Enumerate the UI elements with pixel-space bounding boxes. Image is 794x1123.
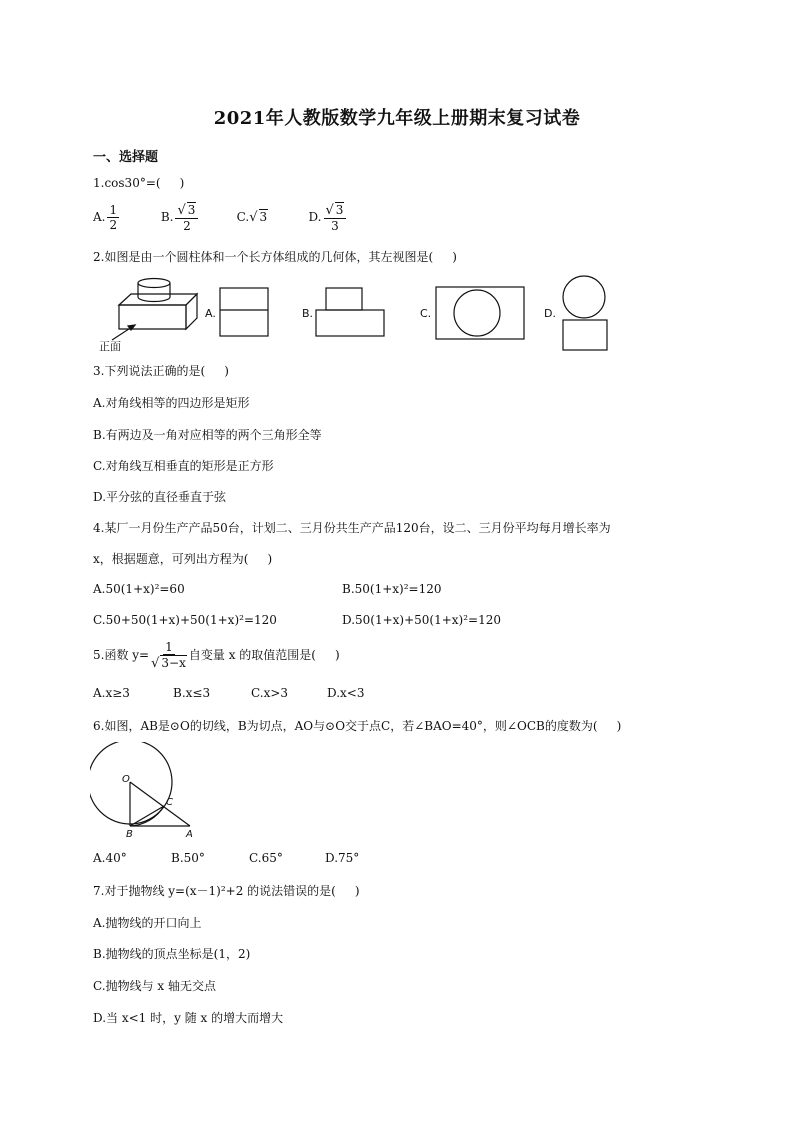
option-a: A.x≥3 [93, 686, 130, 700]
label-a: A [186, 829, 193, 838]
option-d-figure [563, 276, 607, 350]
question-2-figures [93, 272, 633, 354]
question-4-stem-line2: x，根据题意，可列出方程为( ) [93, 552, 273, 566]
question-3-option-d: D.平分弦的直径垂直于弦 [93, 490, 227, 504]
question-7-stem: 7.对于抛物线 y=(x－1)²+2 的说法错误的是( ) [93, 884, 360, 898]
label-o: O [122, 774, 130, 785]
option-d-label: D. [544, 307, 556, 320]
option-b: B. $\frac{√ 3}{2}$ [161, 202, 233, 233]
option-a-label: A. [205, 307, 216, 320]
option-c-label: C. [420, 307, 432, 320]
question-7-option-c: C.抛物线与 x 轴无交点 [93, 979, 216, 993]
question-1-stem: 1.cos30°=( ) [93, 176, 185, 190]
question-4-option-b: B.50(1+x)²=120 [342, 582, 442, 596]
question-6-figure [90, 742, 200, 838]
option-b: B.x≤3 [173, 686, 211, 700]
question-3-option-a: A.对角线相等的四边形是矩形 [93, 396, 250, 410]
question-4-option-d: D.50(1+x)+50(1+x)²=120 [342, 613, 502, 627]
option-a-figure [220, 288, 268, 336]
option-b: B.50° [171, 851, 205, 865]
option-b-label: B. [302, 307, 314, 320]
option-a: A. $\frac{1}{2}$ [93, 203, 118, 232]
question-6-stem: 6.如图，AB是⊙O的切线，B为切点，AO与⊙O交于点C，若∠BAO=40°，则∠OCB的度数为( ) [93, 719, 622, 733]
option-d: D. $\frac{√ 3}{3}$ [308, 202, 348, 233]
question-3-option-c: C.对角线互相垂直的矩形是正方形 [93, 459, 274, 473]
label-b: B [126, 829, 133, 838]
circle-tangent-diagram [90, 742, 190, 826]
page-title: 2021年人教版数学九年级上册期末复习试卷 [213, 108, 581, 129]
option-c-figure [436, 287, 524, 339]
option-c: C.65° [249, 851, 283, 865]
front-label: 正面 [99, 340, 121, 353]
solid-figure [112, 279, 197, 341]
option-c: C.x>3 [251, 686, 289, 700]
question-6-options [93, 851, 359, 865]
question-4-option-a: A.50(1+x)²=60 [93, 582, 185, 596]
question-3-stem: 3.下列说法正确的是( ) [93, 364, 229, 378]
question-4-stem-line1: 4.某厂一月份生产产品50台，计划二、三月份共生产产品120台，设二、三月份平均每月增长率为 [93, 521, 611, 535]
question-2-stem: 2.如图是由一个圆柱体和一个长方体组成的几何体，其左视图是( ) [93, 250, 457, 264]
question-3-option-b: B.有两边及一角对应相等的两个三角形全等 [93, 428, 322, 442]
question-5-options [93, 686, 364, 700]
option-d: D.75° [325, 851, 360, 865]
option-c: C.√ 3 [236, 210, 268, 225]
question-7-option-b: B.抛物线的顶点坐标是(1，2) [93, 947, 251, 961]
question-4-option-c: C.50+50(1+x)+50(1+x)²=120 [93, 613, 277, 627]
question-5-stem: 5.函数 y= $\frac{1}{√ 3-x}$ 自变量 x 的取值范围是( ) [93, 640, 340, 671]
option-d: D.x<3 [327, 686, 365, 700]
label-c: C [166, 797, 173, 808]
option-b-figure [316, 288, 384, 336]
question-1-options [93, 202, 348, 233]
option-a: A.40° [93, 851, 127, 865]
function-fraction: $\frac{1}{√ 3-x}$ [151, 640, 186, 671]
section-heading: 一、选择题 [93, 150, 159, 165]
question-7-option-d: D.当 x<1 时，y 随 x 的增大而增大 [93, 1011, 284, 1025]
question-7-option-a: A.抛物线的开口向上 [93, 916, 202, 930]
